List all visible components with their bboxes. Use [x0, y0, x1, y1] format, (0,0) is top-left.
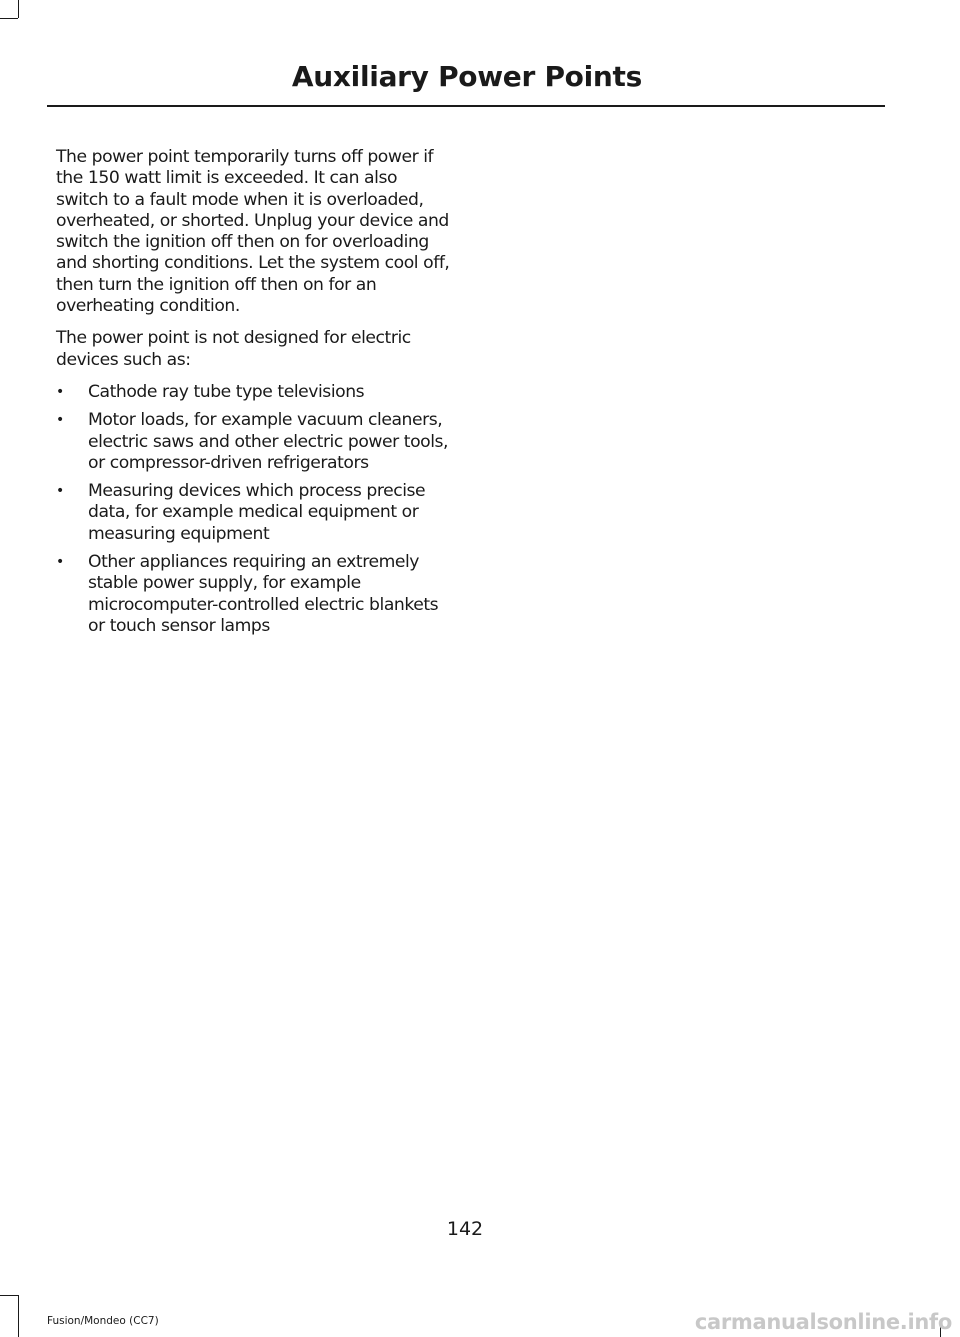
crop-mark-bottom-left-horizontal: [0, 1295, 18, 1296]
list-item: [56, 382, 450, 403]
bullet-icon: •: [56, 554, 64, 571]
watermark: carmanualsonline.info: [694, 1310, 952, 1334]
bullet-icon: •: [56, 483, 64, 500]
list-item: [56, 481, 450, 545]
list-item: [56, 552, 450, 637]
crop-mark-bottom-left-vertical: [18, 1295, 19, 1337]
list-item-text: Measuring devices which process precise data, for example medical equipment or measuring equipment: [88, 481, 426, 544]
list-item-text: Motor loads, for example vacuum cleaners, electric saws and other electric power tools, or compressor-driven refrigerators: [88, 410, 449, 473]
crop-mark-top-left-vertical: [18, 0, 19, 18]
crop-mark-top-left-horizontal: [0, 18, 18, 19]
page-number: 142: [446, 1218, 484, 1240]
list-item: [56, 410, 450, 474]
title-divider: [47, 105, 885, 107]
device-list: [56, 382, 450, 637]
footer-model-label: Fusion/Mondeo (CC7): [47, 1315, 159, 1327]
page-title: Auxiliary Power Points: [291, 60, 642, 93]
paragraph-overload: The power point temporarily turns off power if the 150 watt limit is exceeded. It can also switch to a fault mode when it is overloaded, overheated, or shorted. Unplug your device and switch the ignition off then on for overloading and shorting conditions. Let the system cool off, then turn the ignition off then on for an overheating condition.: [56, 147, 450, 317]
list-item-text: Cathode ray tube type televisions: [88, 381, 365, 402]
bullet-icon: •: [56, 412, 64, 429]
paragraph-not-designed: The power point is not designed for electric devices such as:: [56, 328, 411, 370]
list-item-text: Other appliances requiring an extremely stable power supply, for example microcomputer-controlled electric blankets or touch sensor lamps: [88, 552, 439, 636]
bullet-icon: •: [56, 383, 64, 400]
page-content: [56, 147, 450, 644]
